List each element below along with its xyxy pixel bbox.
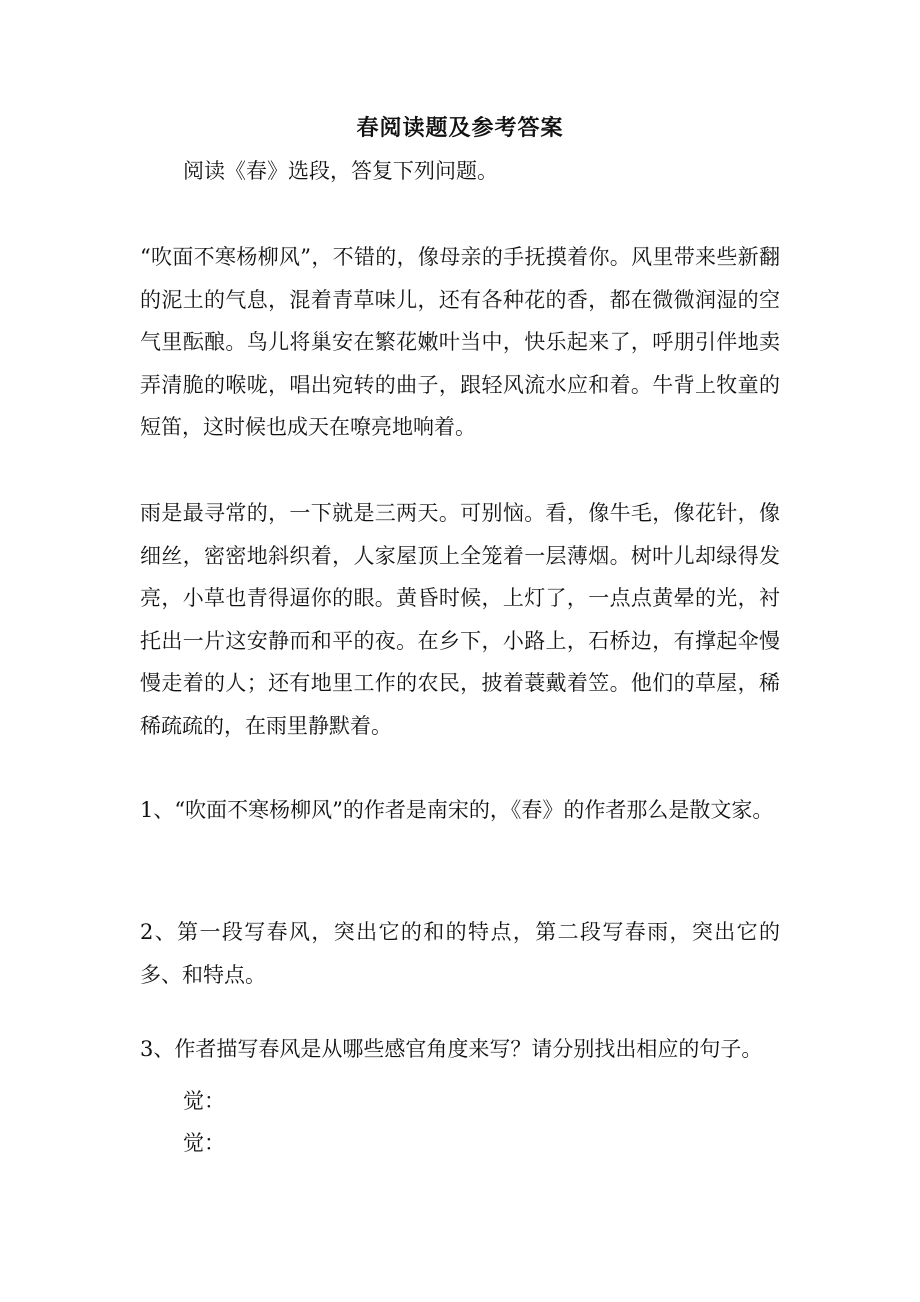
passage-paragraph-2: 雨是最寻常的，一下就是三两天。可别恼。看，像牛毛，像花针，像细丝，密密地斜织着，人家屋顶上全笼着一层薄烟。树叶儿却绿得发亮，小草也青得逼你的眼。黄昏时候，上灯了，一点点黄晕的光，衬托出一片这安静而和平的夜。在乡下，小路上，石桥边，有撑起伞慢慢走着的人；还有地里工作的农民，披着蓑戴着笠。他们的草屋，稀稀疏疏的，在雨里静默着。 (140, 501, 780, 738)
question-3: 3、作者描写春风是从哪些感官角度来写？请分别找出相应的句子。 (140, 1037, 763, 1061)
question-1: 1、“吹面不寒杨柳风”的作者是南宋的，《春》的作者那么是散文家。 (140, 798, 774, 822)
question-2: 2、第一段写春风，突出它的和的特点，第二段写春雨，突出它的多、和特点。 (140, 920, 780, 987)
answer-blank-line-2: 觉： (183, 1131, 225, 1155)
document-title: 春阅读题及参考答案 (356, 115, 564, 141)
answer-blank-line-1: 觉： (183, 1089, 225, 1113)
passage-paragraph-1: “吹面不寒杨柳风”，不错的，像母亲的手抚摸着你。风里带来些新翻的泥土的气息，混着青草味儿，还有各种花的香，都在微微润湿的空气里酝酿。鸟儿将巢安在繁花嫩叶当中，快乐起来了，呼朋引伴地卖弄清脆的喉咙，唱出宛转的曲子，跟轻风流水应和着。牛背上牧童的短笛，这时候也成天在嘹亮地响着。 (140, 245, 780, 440)
intro-instruction: 阅读《春》选段，答复下列问题。 (183, 159, 498, 183)
